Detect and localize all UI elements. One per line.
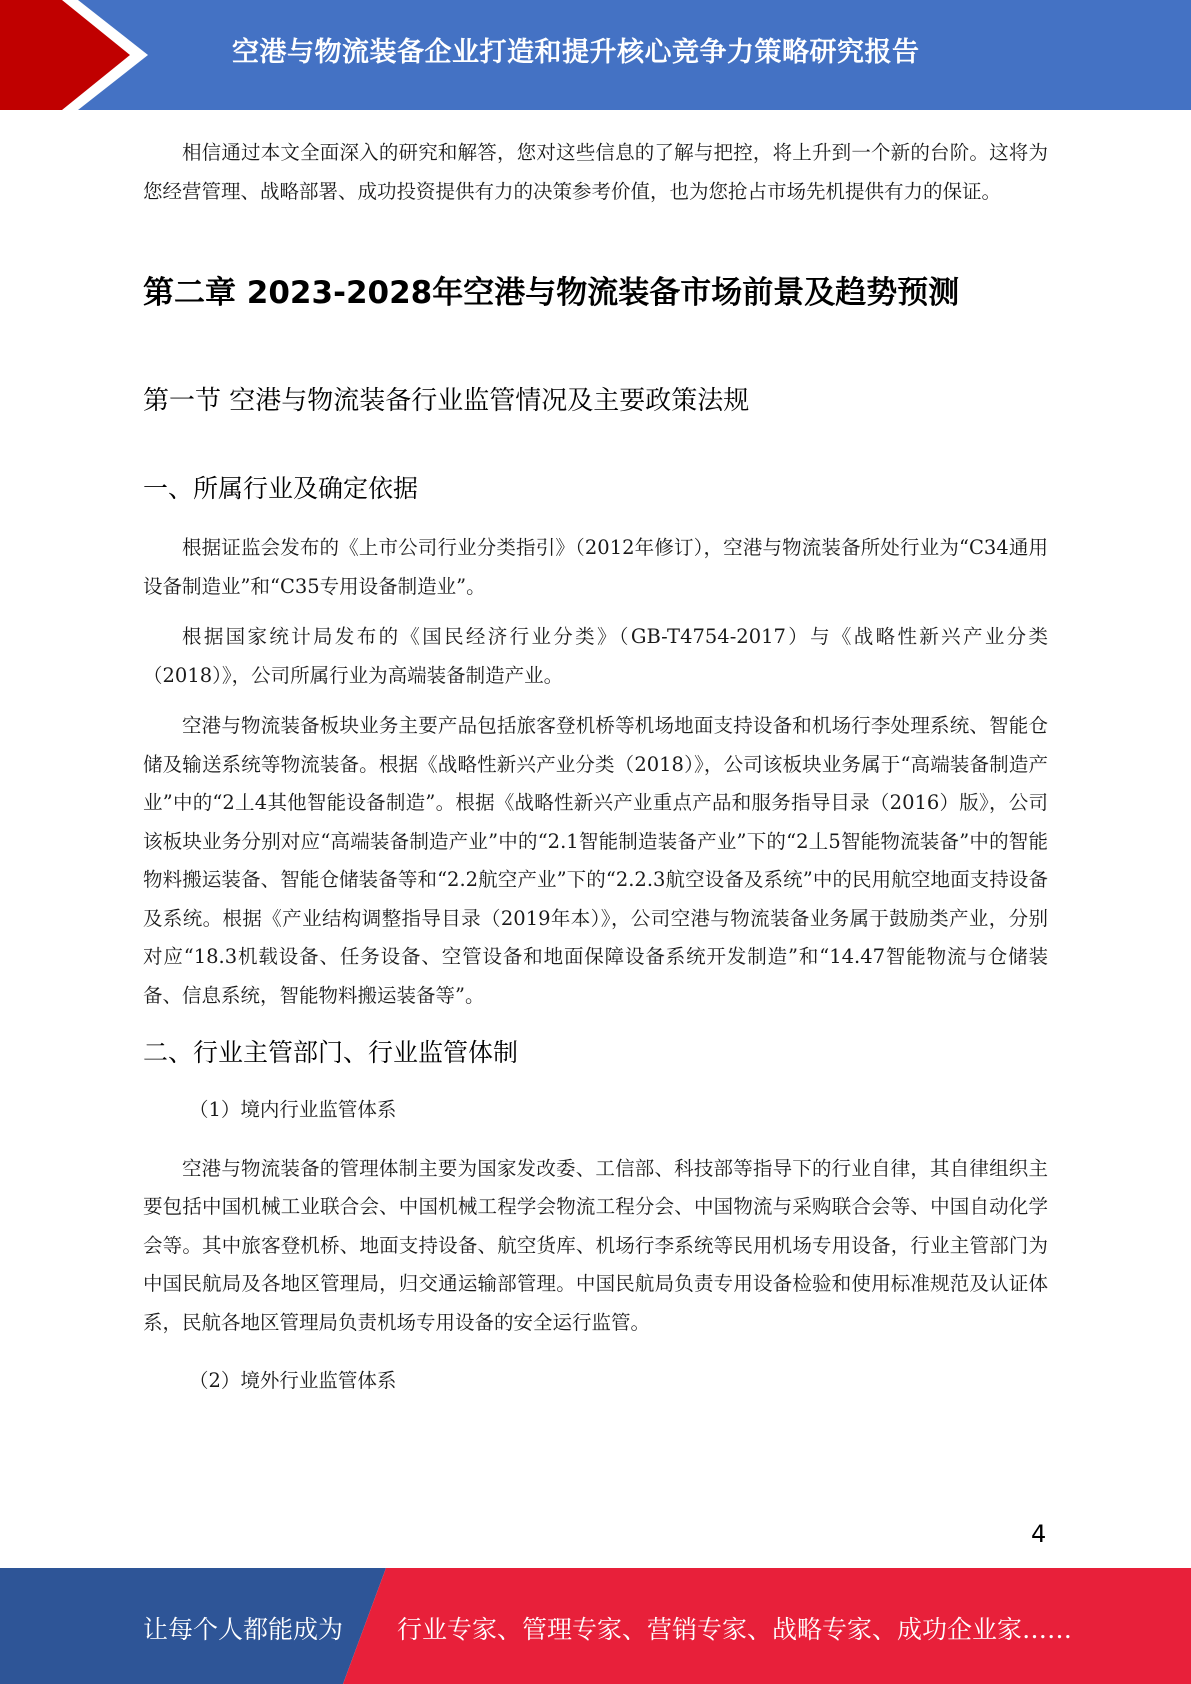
footer-slogan-right: 行业专家、管理专家、营销专家、战略专家、成功企业家…… — [397, 1615, 1073, 1644]
paragraph-nbs-classification: 根据国家统计局发布的《国民经济行业分类》（GB-T4754-2017）与《战略性新兴产业分类（2018）》，公司所属行业为高端装备制造产业。 — [143, 625, 1048, 687]
chapter-title: 第二章 2023-2028年空港与物流装备市场前景及趋势预测 — [143, 275, 960, 311]
heading-regulators: 二、行业主管部门、行业监管体制 — [143, 1038, 519, 1067]
subheading-overseas-regulation: （2）境外行业监管体系 — [189, 1369, 397, 1392]
header-title: 空港与物流装备企业打造和提升核心竞争力策略研究报告 — [232, 37, 920, 68]
page-footer — [0, 1568, 1191, 1684]
intro-paragraph: 相信通过本文全面深入的研究和解答，您对这些信息的了解与把控，将上升到一个新的台阶。这将为您经营管理、战略部署、成功投资提供有力的决策参考价值，也为您抢占市场先机提供有力的保证。 — [143, 141, 1048, 203]
page-number: 4 — [1031, 1520, 1047, 1548]
footer-slogan-left: 让每个人都能成为 — [143, 1615, 344, 1644]
paragraph-business-products: 空港与物流装备板块业务主要产品包括旅客登机桥等机场地面支持设备和机场行李处理系统、智能仓储及输送系统等物流装备。根据《战略性新兴产业分类（2018）》，公司该板块业务属于“高端装备制造产业”中的“2丄4其他智能设备制造”。根据《战略性新兴产业重点产品和服务指导目录（2016）版》，公司该板块业务分别对应“高端装备制造产业”中的“2.1智能制造装备产业”下的“2丄5智能物流装备”中的智能物料搬运装备、智能仓储装备等和“2.2航空产业”下的“2.2.3航空设备及系统”中的民用航空地面支持设备及系统。根据《产业结构调整指导目录（2019年本）》，公司空港与物流装备业务属于鼓励类产业，分别对应“18.3机载设备、任务设备、空管设备和地面保障设备系统开发制造”和“14.47智能物流与仓储装备、信息系统，智能物料搬运装备等”。 — [143, 714, 1048, 1007]
document-body — [143, 134, 1048, 1401]
paragraph-management-system: 空港与物流装备的管理体制主要为国家发改委、工信部、科技部等指导下的行业自律，其自律组织主要包括中国机械工业联合会、中国机械工程学会物流工程分会、中国物流与采购联合会等、中国自动化学会等。其中旅客登机桥、地面支持设备、航空货库、机场行李系统等民用机场专用设备，行业主管部门为中国民航局及各地区管理局，归交通运输部管理。中国民航局负责专用设备检验和使用标准规范及认证体系，民航各地区管理局负责机场专用设备的安全运行监管。 — [143, 1156, 1048, 1334]
subheading-domestic-regulation: （1）境内行业监管体系 — [189, 1098, 397, 1121]
heading-industry-basis: 一、所属行业及确定依据 — [143, 474, 419, 503]
header-arrow-decoration — [0, 0, 160, 110]
page-header — [0, 0, 1191, 110]
paragraph-csrc-classification: 根据证监会发布的《上市公司行业分类指引》（2012年修订），空港与物流装备所处行业为“C34通用设备制造业”和“C35专用设备制造业”。 — [143, 536, 1048, 598]
section-title: 第一节 空港与物流装备行业监管情况及主要政策法规 — [143, 386, 750, 416]
